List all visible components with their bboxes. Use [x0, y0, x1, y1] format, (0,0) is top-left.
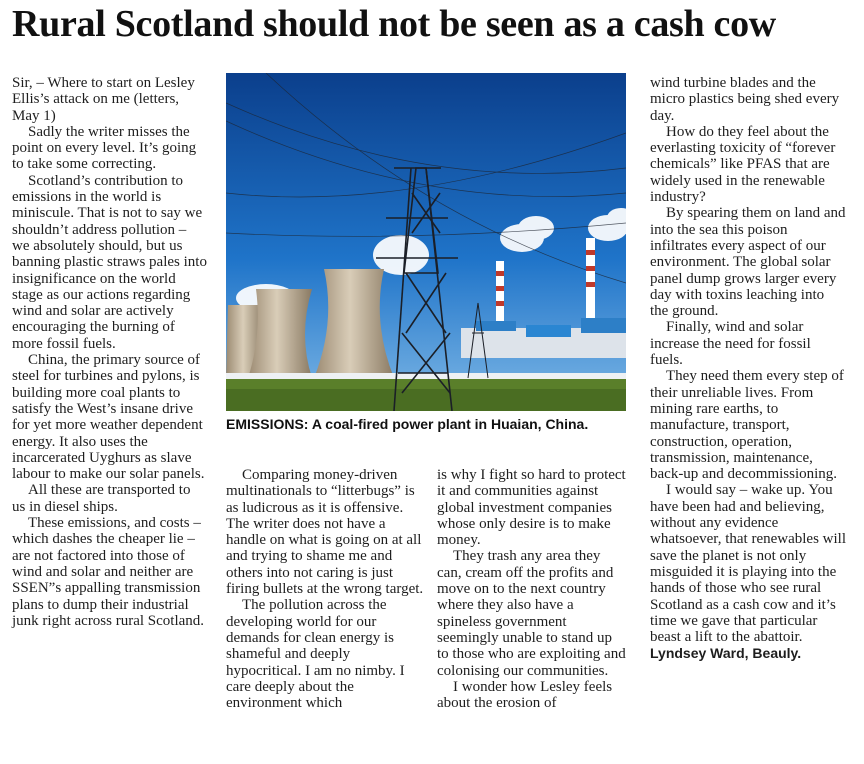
paragraph: Sir, – Where to start on Lesley Ellis’s attack on me (letters, May 1) — [12, 75, 195, 124]
paragraph: All these are transported to us in diesel ships. — [12, 482, 191, 515]
paragraph: China, the primary source of steel for turbines and pylons, is building more coal plants to satisfy the West’s insane drive for yet more weather dependent energy. It also uses the incarcerated Uyghurs as slave labour to make our solar panels. — [12, 352, 205, 483]
column-2 — [226, 467, 425, 711]
paragraph: I wonder how Lesley feels about the erosion of — [437, 678, 613, 712]
paragraph: I would say – wake up. You have been had and believing, without any evidence whatsoever, that renewables will save the planet is not only misguided it is playing into the hands of those who see rural Scotland as a cash cow and it’s time we gave that particular beast a lift to the abattoir. — [650, 482, 846, 646]
paragraph: How do they feel about the everlasting toxicity of “forever chemicals” like PFAS that are widely used in the renewable industry? — [650, 123, 836, 206]
paragraph: Scotland’s contribution to emissions in the world is miniscule. That is not to say we shouldn’t address pollution – we absolutely should, but us banning plastic straws pales into insignificance on the world stage as our actions regarding wind and solar are actively encouraging the burning of more fossil fuels. — [12, 172, 207, 352]
paragraph: Comparing money-driven multinationals to “litterbugs” is as ludicrous as it is offensive. The writer does not have a handle on what is going on at all and trying to shame me and others into not caring is just firing bullets at the wrong target. — [226, 467, 424, 598]
paragraph: wind turbine blades and the micro plastics being shed every day. — [650, 75, 840, 124]
paragraph: The pollution across the developing world for our demands for clean energy is shameful and deeply hypocritical. I am no nimby. I care deeply about the environment which — [226, 597, 405, 712]
paragraph: They need them every step of their unreliable lives. From mining rare earths, to manufacture, transport, construction, operation, transmission, maintenance, back-up and decommissioning. — [650, 368, 844, 483]
paragraph: These emissions, and costs – which dashes the cheaper lie – are not factored into those of wind and solar and neither are SSEN”s appalling transmission plans to dump their industrial junk right across rural Scotland. — [12, 515, 205, 629]
paragraph: Sadly the writer misses the point on every level. It’s going to take some correcting. — [12, 123, 197, 173]
paragraph: They trash any area they can, cream off the profits and move on to the next country where they also have a spineless government seemingly unable to stand up to those who are exploiting and colonising our communities. — [437, 548, 626, 679]
column-3 — [437, 467, 626, 711]
photo-caption: EMISSIONS: A coal-fired power plant in Huaian, China. — [226, 416, 589, 432]
author-signature: Lyndsey Ward, Beauly. — [650, 645, 802, 662]
column-4 — [650, 75, 846, 662]
column-1 — [12, 75, 207, 629]
paragraph: Finally, wind and solar increase the need for fossil fuels. — [650, 319, 811, 369]
power-plant-photo — [226, 73, 626, 411]
paragraph: By spearing them on land and into the sea this poison infiltrates every aspect of our environment. The global solar panel dump grows larger every day with toxins leaching into the ground. — [650, 205, 846, 320]
paragraph: is why I fight so hard to protect it and communities against global investment companies whose only desire is to make money. — [437, 467, 626, 549]
headline: Rural Scotland should not be seen as a cash cow — [12, 3, 776, 45]
